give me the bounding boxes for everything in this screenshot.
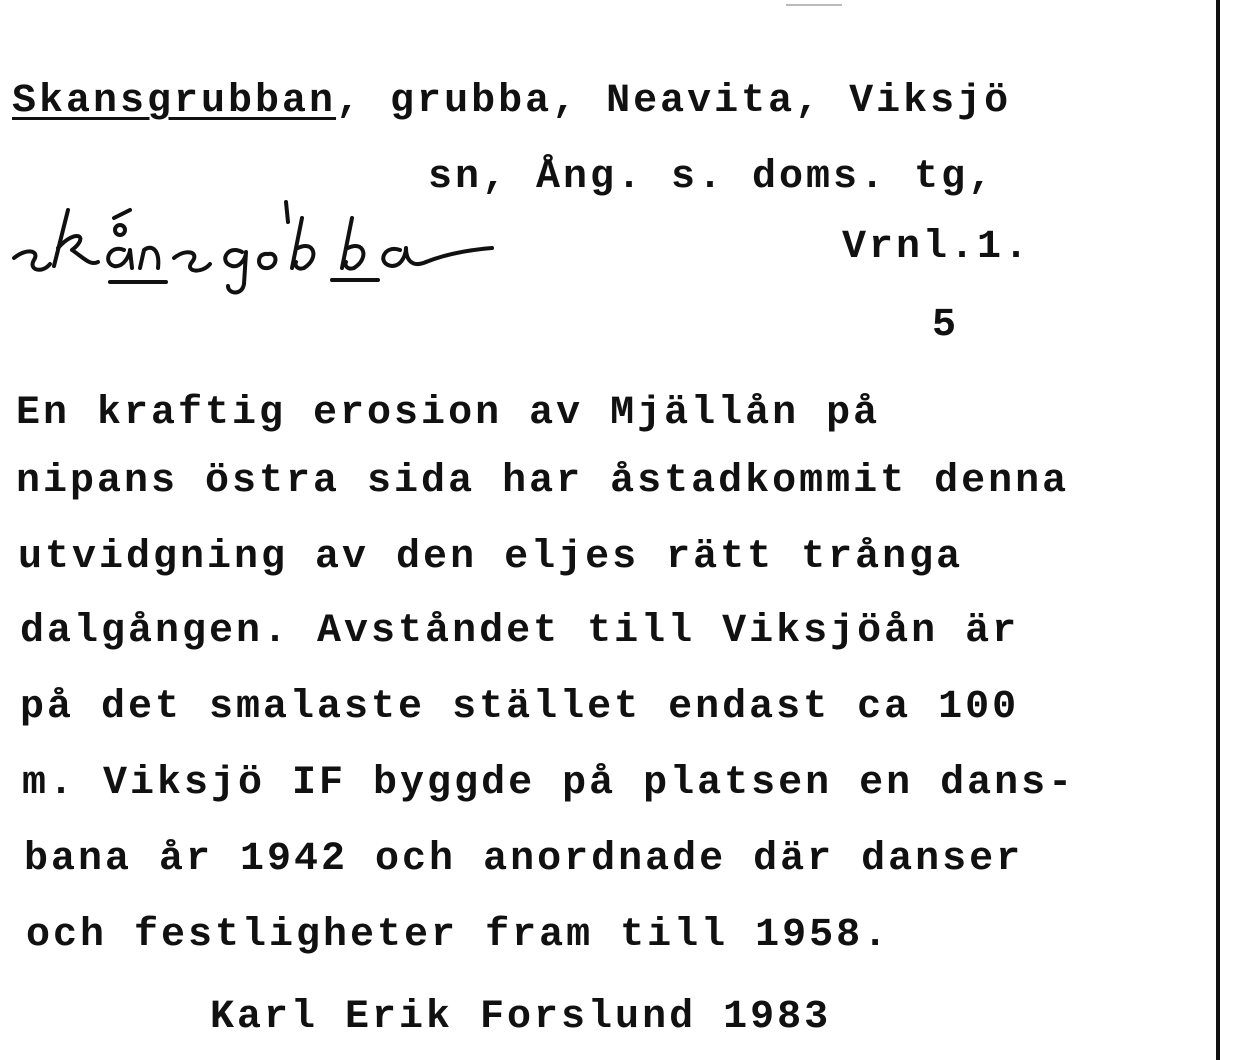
scan-mark — [786, 4, 842, 6]
header-line-1 — [12, 79, 1012, 124]
header-rest: , grubba, Neavita, Viksjö — [336, 79, 1012, 124]
card-number: 5 — [932, 303, 960, 348]
header-reference: Vrnl.1. — [842, 225, 1032, 270]
handwritten-pronunciation — [6, 188, 506, 298]
body-line: på det smalaste stället endast ca 100 — [20, 685, 1020, 730]
body-line: nipans östra sida har åstadkommit denna — [16, 459, 1070, 504]
header-line-2: sn, Ång. s. doms. tg, — [428, 155, 996, 200]
body-line: bana år 1942 och anordnade där danser — [24, 837, 1024, 882]
body-line: dalgången. Avståndet till Viksjöån är — [20, 609, 1020, 654]
signature: Karl Erik Forslund 1983 — [210, 995, 832, 1040]
body-line: och festligheter fram till 1958. — [26, 913, 891, 958]
body-line: m. Viksjö IF byggde på platsen en dans- — [22, 761, 1076, 806]
headword: Skansgrubban — [12, 79, 337, 124]
body-line: utvidgning av den eljes rätt trånga — [18, 535, 964, 580]
card-edge — [1216, 0, 1220, 1060]
body-line: En kraftig erosion av Mjällån på — [16, 391, 881, 436]
